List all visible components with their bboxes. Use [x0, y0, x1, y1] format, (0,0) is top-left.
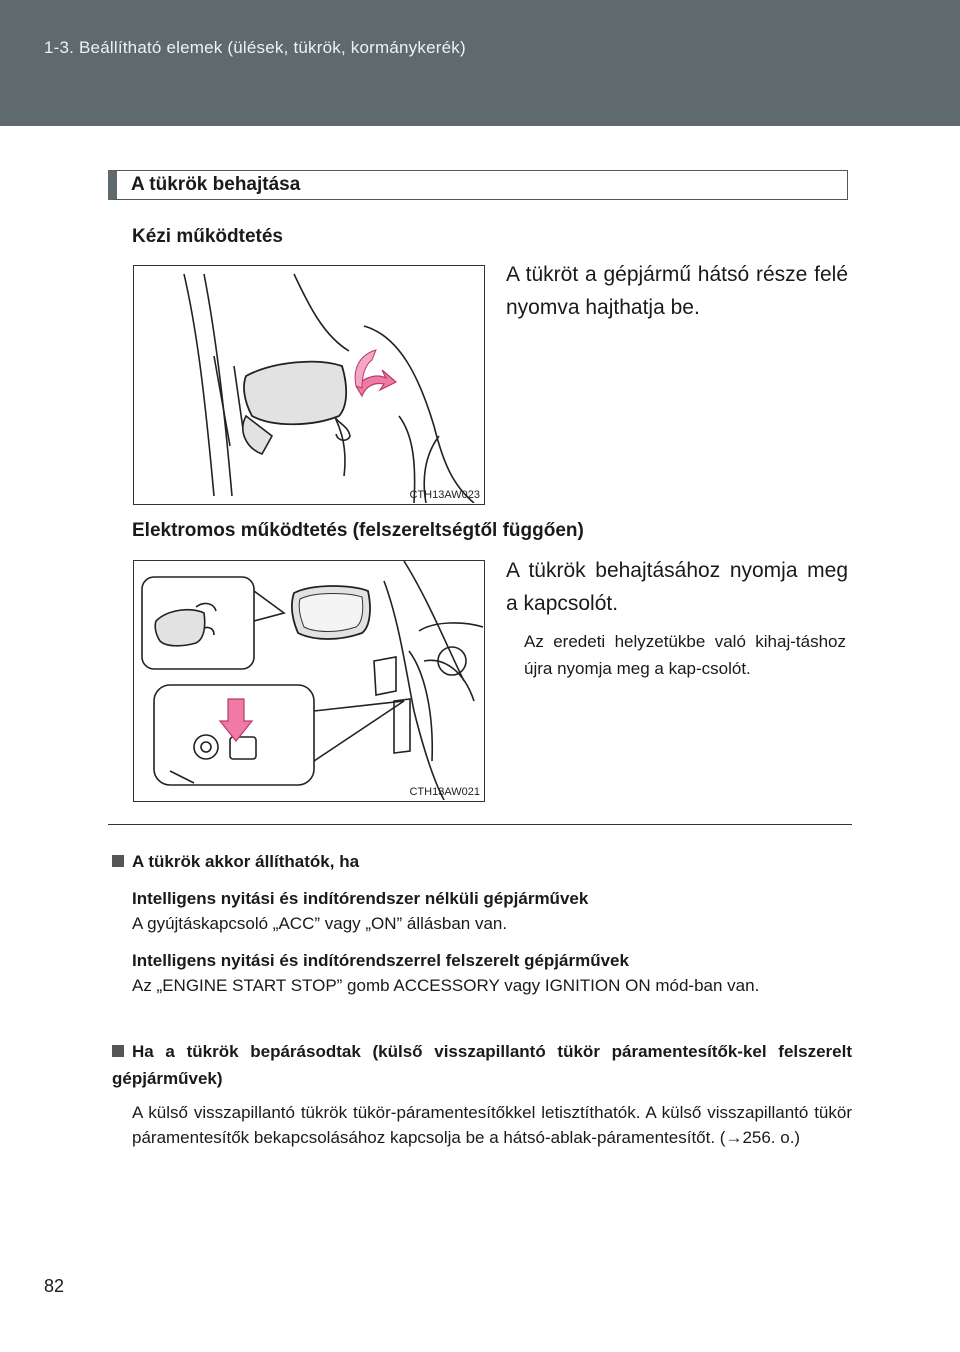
manual-fold-illustration	[133, 265, 485, 505]
electric-description: A tükrök behajtásához nyomja meg a kapcsolót.	[506, 559, 848, 615]
defog-heading	[112, 1038, 852, 1092]
electric-fold-illustration	[133, 560, 485, 802]
condition-1-title: Intelligens nyitási és indítórendszer nélküli gépjárművek	[132, 889, 589, 908]
section-title: A tükrök behajtása	[131, 174, 301, 195]
page-number: 82	[44, 1276, 65, 1296]
section-heading-box	[108, 170, 848, 200]
figure-code: CTH13AW023	[409, 489, 480, 501]
defog-heading-text: Ha a tükrök bepárásodtak (külső visszapillantó tükör páramentesítők-kel felszerelt gépjárművek)	[112, 1042, 852, 1088]
figure-code: CTH13AW021	[409, 786, 480, 798]
condition-2-title: Intelligens nyitási és indítórendszerrel felszerelt gépjárművek	[132, 951, 629, 970]
manual-operation-heading: Kézi működtetés	[132, 226, 283, 247]
section-divider	[108, 824, 852, 825]
bullet-square-icon	[112, 1045, 124, 1057]
conditions-heading	[112, 848, 852, 875]
chapter-title: 1-3. Beállítható elemek (ülések, tükrök, kormánykerék)	[44, 38, 466, 57]
mirror-fold-drawing	[134, 266, 483, 503]
bullet-square-icon	[112, 855, 124, 867]
condition-1-text: A gyújtáskapcsoló „ACC” vagy „ON” állásban van.	[132, 914, 508, 933]
electric-note: Az eredeti helyzetükbe való kihaj-táshoz újra nyomja meg a kap-csolót.	[524, 632, 846, 678]
manual-description: A tükröt a gépjármű hátsó része felé nyomva hajthatja be.	[506, 263, 848, 319]
defog-text: A külső visszapillantó tükrök tükör-páramentesítőkkel letisztíthatók. A külső visszapillantó tükör páramentesítők bekapcsolásához kapcsolja be a hátsó-ablak-páramentesítőt. (→256. o.)	[132, 1103, 852, 1147]
electric-operation-heading: Elektromos működtetés (felszereltségtől függően)	[132, 520, 584, 541]
condition-2-text: Az „ENGINE START STOP” gomb ACCESSORY vagy IGNITION ON mód-ban van.	[132, 976, 760, 995]
page-header	[0, 0, 960, 126]
mirror-switch-drawing	[134, 561, 483, 800]
conditions-heading-text: A tükrök akkor állíthatók, ha	[132, 852, 360, 871]
